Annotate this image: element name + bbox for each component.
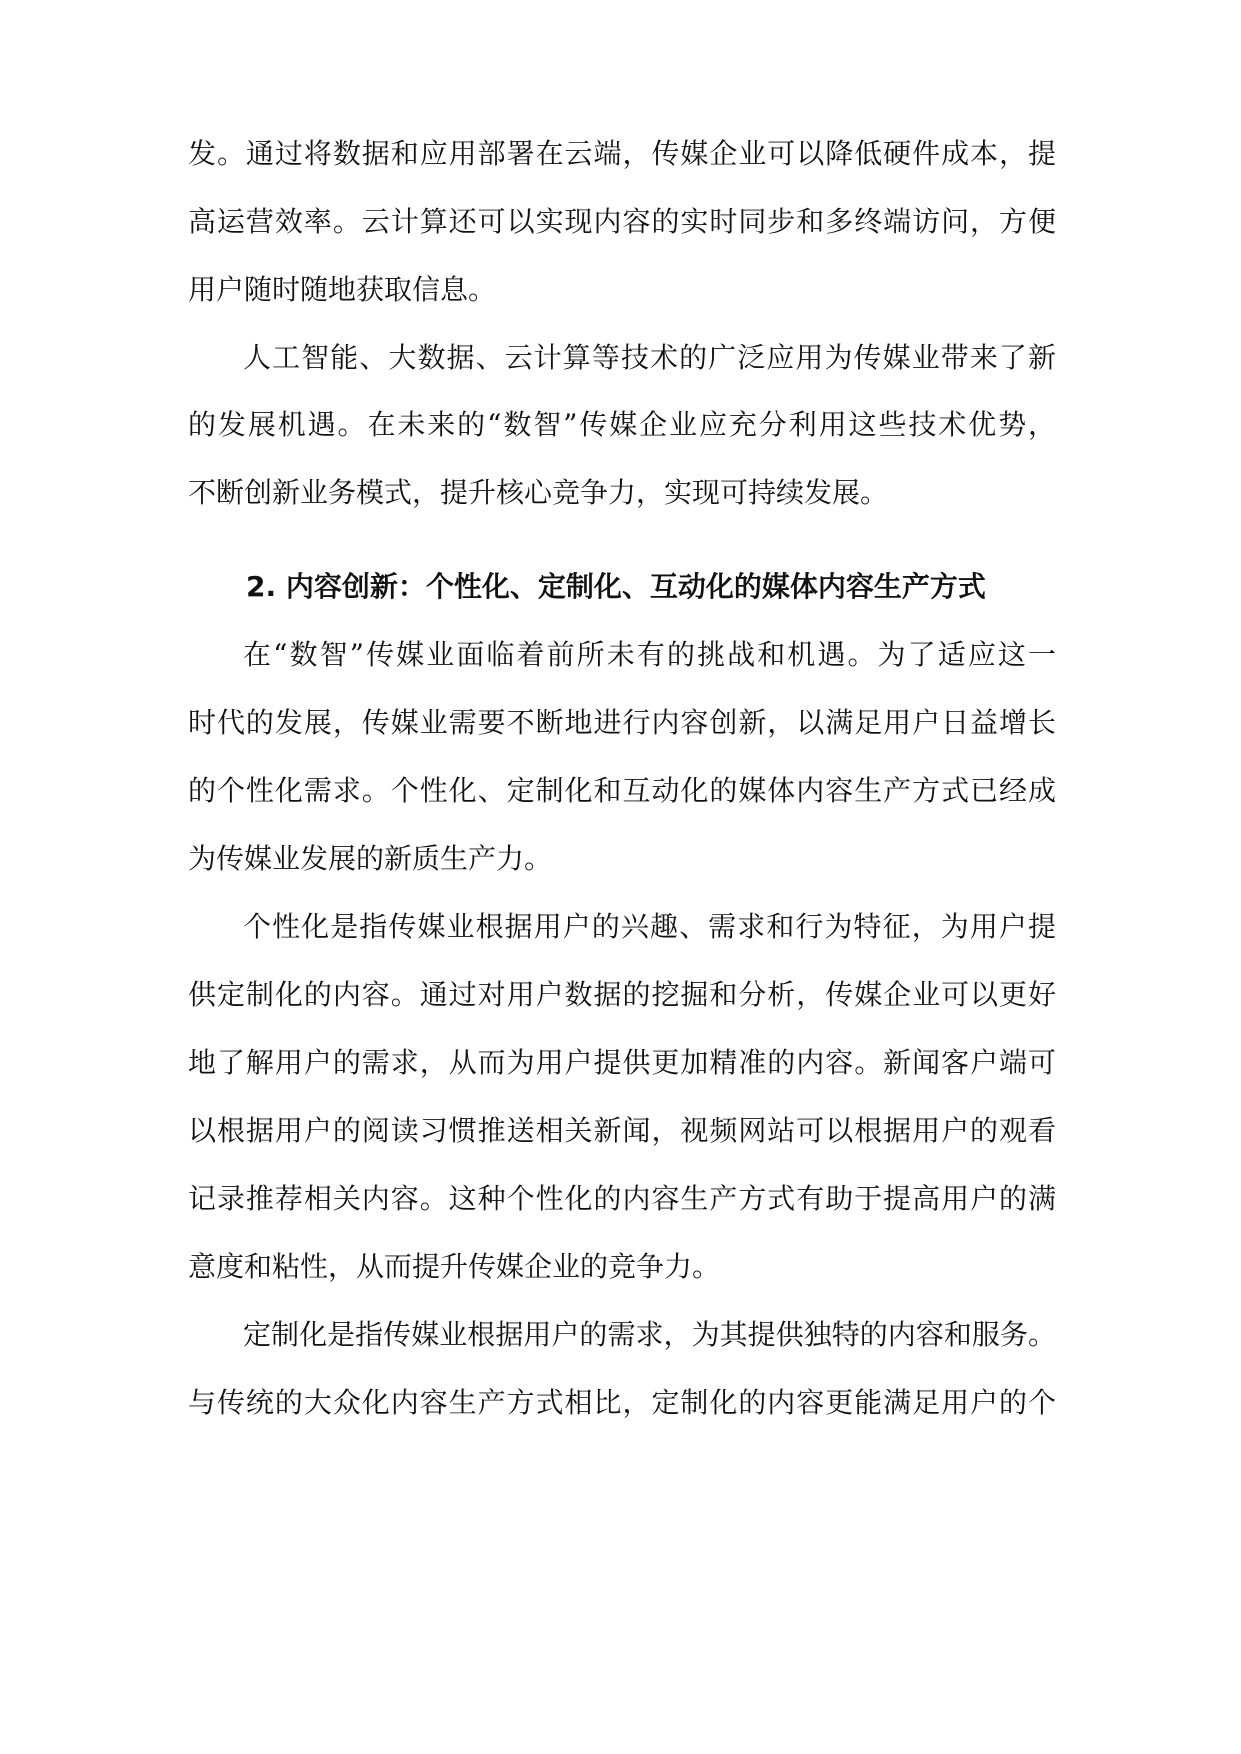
section-heading: 2. 内容创新：个性化、定制化、互动化的媒体内容生产方式 — [246, 570, 986, 603]
paragraph-line: 不断创新业务模式，提升核心竞争力，实现可持续发展。 — [188, 476, 889, 509]
paragraph-line: 时代的发展，传媒业需要不断地进行内容创新，以满足用户日益增长 — [188, 706, 1056, 739]
paragraph-line: 在“数智”传媒业面临着前所未有的挑战和机遇。为了适应这一 — [243, 638, 1056, 671]
paragraph-line: 高运营效率。云计算还可以实现内容的实时同步和多终端访问，方便 — [188, 205, 1056, 238]
paragraph-line: 发。通过将数据和应用部署在云端，传媒企业可以降低硬件成本，提 — [188, 137, 1056, 170]
paragraph-line: 个性化是指传媒业根据用户的兴趣、需求和行为特征，为用户提 — [243, 910, 1056, 943]
paragraph-line: 地了解用户的需求，从而为用户提供更加精准的内容。新闻客户端可 — [188, 1046, 1056, 1079]
paragraph-line: 以根据用户的阅读习惯推送相关新闻，视频网站可以根据用户的观看 — [188, 1114, 1056, 1147]
paragraph-line: 的个性化需求。个性化、定制化和互动化的媒体内容生产方式已经成 — [188, 774, 1056, 807]
paragraph-line: 供定制化的内容。通过对用户数据的挖掘和分析，传媒企业可以更好 — [188, 978, 1056, 1011]
paragraph-line: 的发展机遇。在未来的“数智”传媒企业应充分利用这些技术优势， — [188, 408, 1056, 441]
paragraph-line: 人工智能、大数据、云计算等技术的广泛应用为传媒业带来了新 — [243, 341, 1056, 374]
paragraph-line: 为传媒业发展的新质生产力。 — [188, 842, 553, 875]
paragraph-line: 与传统的大众化内容生产方式相比，定制化的内容更能满足用户的个 — [188, 1386, 1056, 1419]
paragraph-line: 记录推荐相关内容。这种个性化的内容生产方式有助于提高用户的满 — [188, 1182, 1056, 1215]
paragraph-line: 意度和粘性，从而提升传媒企业的竞争力。 — [188, 1250, 721, 1283]
paragraph-line: 用户随时随地获取信息。 — [188, 273, 497, 306]
paragraph-line: 定制化是指传媒业根据用户的需求，为其提供独特的内容和服务。 — [243, 1318, 1056, 1351]
